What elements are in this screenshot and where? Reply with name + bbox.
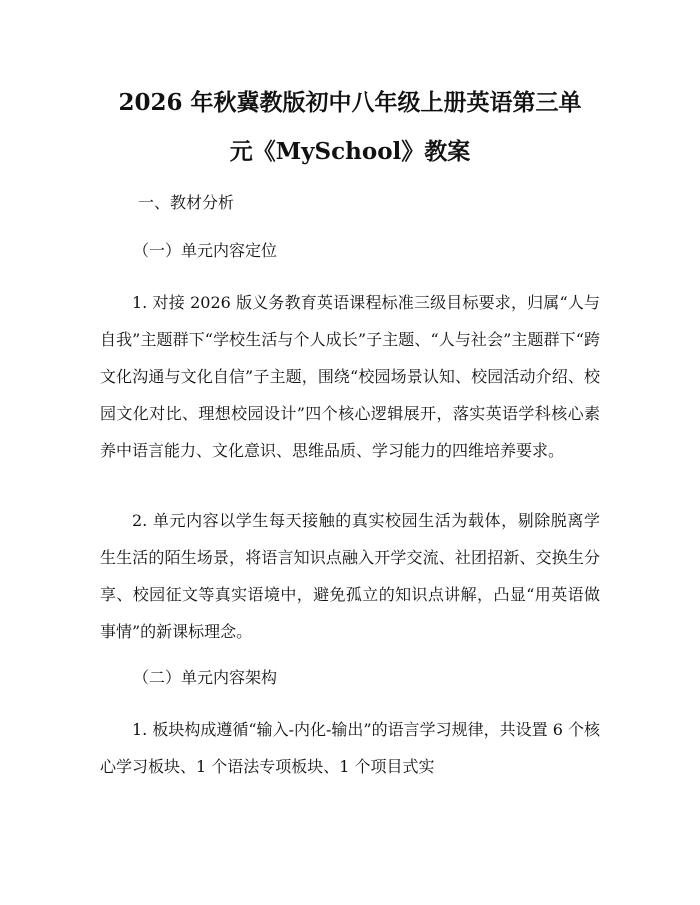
section-heading-teaching-material-analysis: 一、教材分析 [138, 193, 235, 212]
subsection-heading-unit-positioning: （一）单元内容定位 [133, 241, 278, 260]
paragraph-3: 1. 板块构成遵循“输入-内化-输出”的语言学习规律，共设置 6 个核心学习板块、1 个语法专项板块、1 个项目式实 [100, 720, 600, 776]
document-title-line-1: 2026 年秋冀教版初中八年级上册英语第三单 [118, 89, 582, 116]
document-title-line-2: 元《MySchool》教案 [229, 138, 471, 165]
paragraph-2: 2. 单元内容以学生每天接触的真实校园生活为载体，剔除脱离学生生活的陌生场景，将语言知识点融入开学交流、社团招新、交换生分享、校园征文等真实语境中，避免孤立的知识点讲解，凸显“用英语做事情”的新课标理念。 [100, 511, 600, 641]
paragraph-1: 1. 对接 2026 版义务教育英语课程标准三级目标要求，归属“人与自我”主题群下“学校生活与个人成长”子主题、“人与社会”主题群下“跨文化沟通与文化自信”子主题，围绕“校园场景认知、校园活动介绍、校园文化对比、理想校园设计”四个核心逻辑展开，落实英语学科核心素养中语言能力、文化意识、思维品质、学习能力的四维培养要求。 [100, 293, 600, 460]
subsection-heading-unit-structure: （二）单元内容架构 [133, 668, 278, 687]
